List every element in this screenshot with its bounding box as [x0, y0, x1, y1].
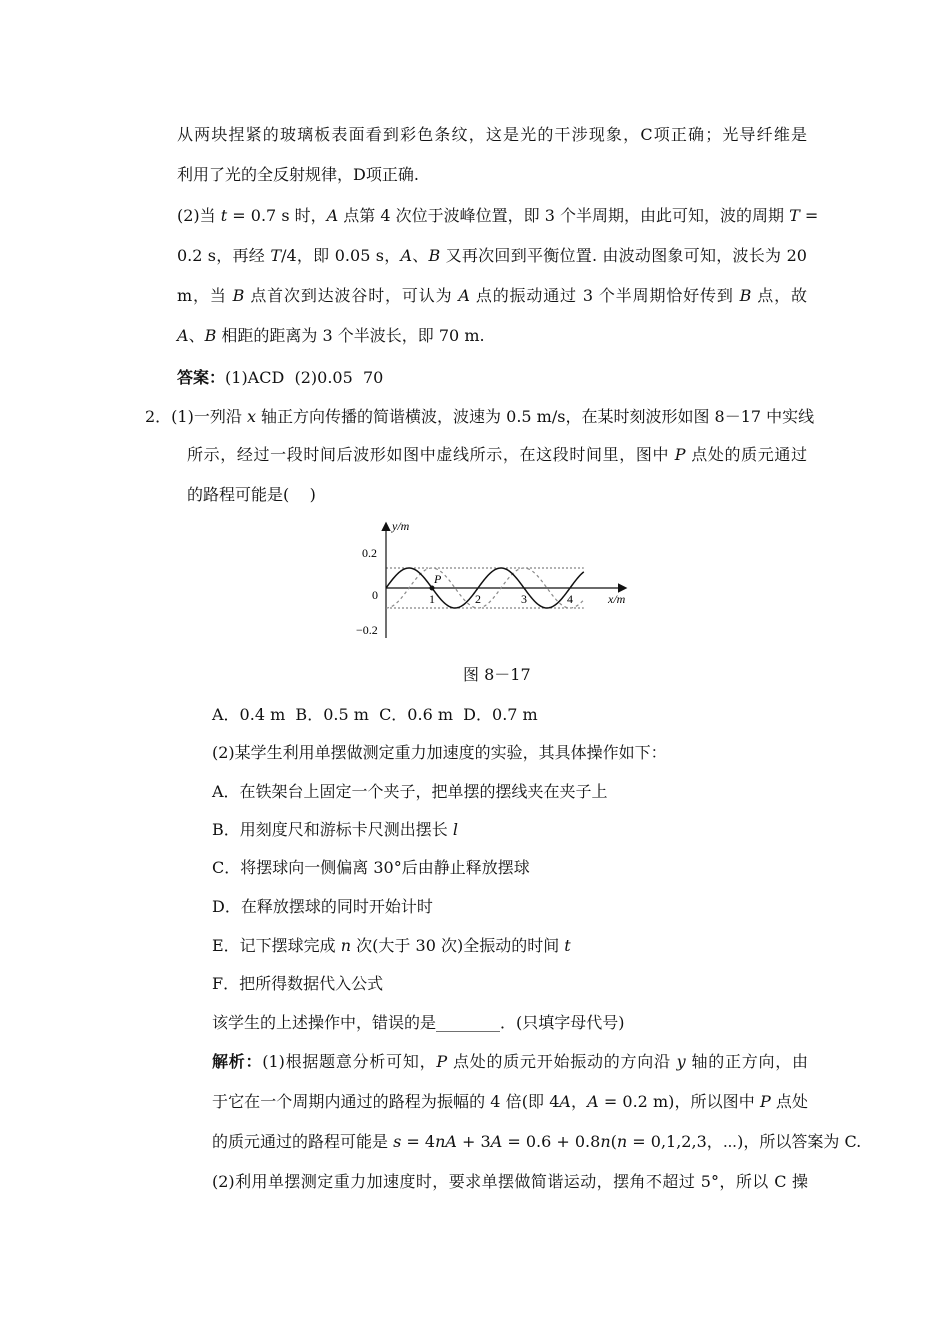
step-line: F．把所得数据代入公式: [212, 974, 384, 993]
origin-label: 0: [372, 588, 378, 602]
solution-line: (2)利用单摆测定重力加速度时，要求单摆做简谐运动，摆角不超过 5°，所以 C 操: [212, 1172, 808, 1191]
wave-figure: [350, 518, 640, 647]
x-tick-label: 1: [429, 592, 435, 606]
text-line: 利用了光的全反射规律，D项正确.: [177, 165, 419, 184]
question-line: 2．(1)一列沿 x 轴正方向传播的简谐横波，波速为 0.5 m/s，在某时刻波形如图 8－17 中实线: [145, 407, 815, 426]
solution-line: 解析：(1)根据题意分析可知，P 点处的质元开始振动的方向沿 y 轴的正方向，由: [212, 1052, 808, 1071]
figure-caption: 图 8－17: [463, 665, 531, 684]
step-line: C．将摆球向一侧偏离 30°后由静止释放摆球: [212, 858, 530, 877]
step-line: A．在铁架台上固定一个夹子，把单摆的摆线夹在夹子上: [212, 782, 608, 801]
text-line: m，当 B 点首次到达波谷时，可认为 A 点的振动通过 3 个半周期恰好传到 B 点，故: [177, 286, 807, 305]
text-line: 0.2 s，再经 T/4，即 0.05 s，A、B 又再次回到平衡位置. 由波动图象可知，波长为 20: [177, 246, 807, 265]
x-tick-label: 3: [521, 592, 527, 606]
point-p-label: P: [434, 572, 442, 586]
text-line: (2)某学生利用单摆做测定重力加速度的实验，其具体操作如下：: [212, 743, 667, 762]
text-line: (2)当 t = 0.7 s 时，A 点第 4 次位于波峰位置，即 3 个半周期，由此可知，波的周期 T =: [177, 206, 819, 225]
y-axis-label: y/m: [392, 519, 410, 533]
point-p: [430, 586, 435, 591]
solution-line: 的质元通过的路程可能是 s = 4nA + 3A = 0.6 + 0.8n(n = 0,1,2,3，⋯)，所以答案为 C.: [212, 1132, 862, 1151]
step-line: B．用刻度尺和游标卡尺测出摆长 l: [212, 820, 458, 839]
y-tick-label: −0.2: [356, 623, 378, 637]
text-line: A、B 相距的距离为 3 个半波长，即 70 m.: [177, 326, 485, 345]
text-line: 从两块捏紧的玻璃板表面看到彩色条纹，这是光的干涉现象，C项正确；光导纤维是: [177, 125, 807, 144]
y-tick-label: 0.2: [362, 546, 377, 560]
step-line: E．记下摆球完成 n 次(大于 30 次)全振动的时间 t: [212, 936, 571, 955]
options-line: A．0.4 m B．0.5 m C．0.6 m D．0.7 m: [212, 705, 538, 724]
question-line: 的路程可能是( ): [187, 485, 316, 504]
x-axis-label: x/m: [608, 592, 626, 606]
answer-line: 答案：(1)ACD (2)0.05 70: [177, 368, 384, 387]
step-line: D．在释放摆球的同时开始计时: [212, 897, 433, 916]
text-line: 该学生的上述操作中，错误的是________．(只填字母代号): [212, 1013, 625, 1032]
wave-chart: [350, 518, 640, 643]
x-tick-label: 4: [567, 592, 573, 606]
x-tick-label: 2: [475, 592, 481, 606]
solution-line: 于它在一个周期内通过的路程为振幅的 4 倍(即 4A，A = 0.2 m)，所以图中 P 点处: [212, 1092, 808, 1111]
question-line: 所示，经过一段时间后波形如图中虚线所示，在这段时间里，图中 P 点处的质元通过: [187, 445, 807, 464]
